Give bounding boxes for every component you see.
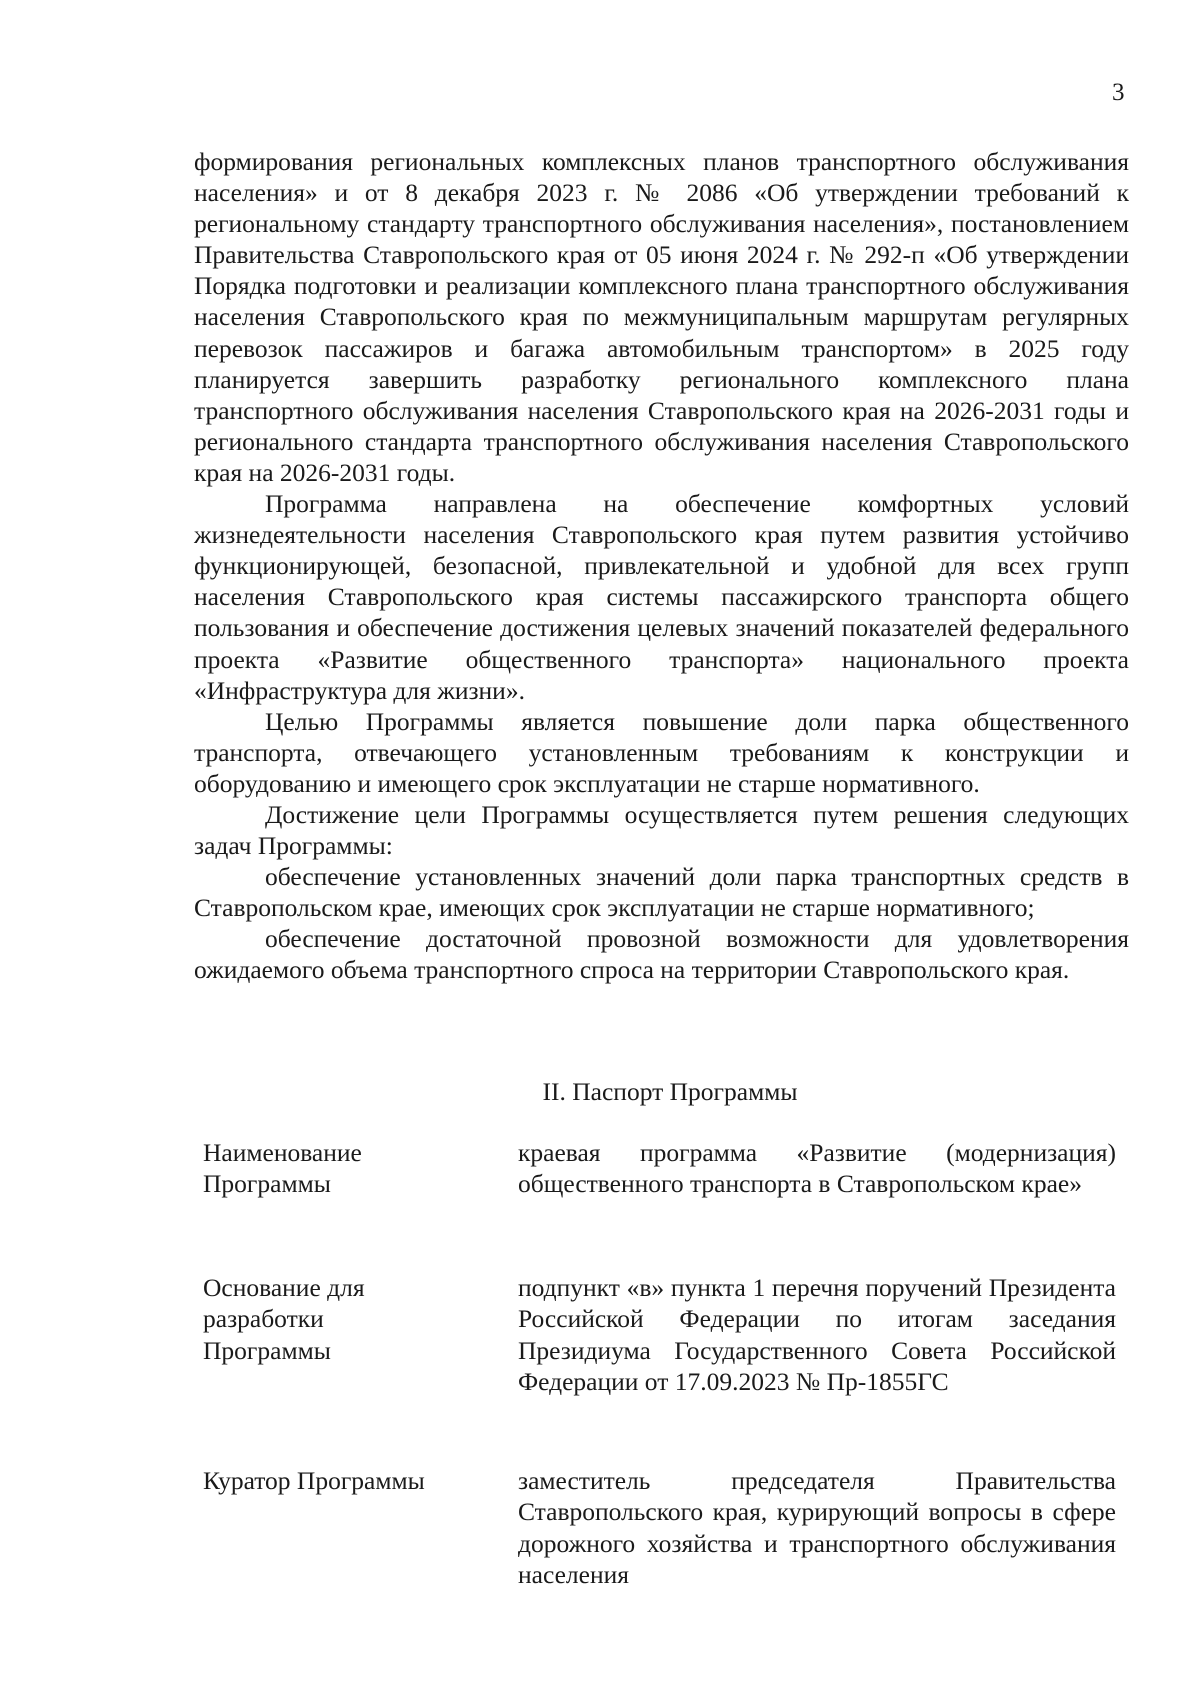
paragraph-task-2: обеспечение достаточной провозной возможности для удовлетворения ожидаемого объема транспортного спроса на территории Ставропольского края. — [194, 924, 1129, 985]
passport-label-curator: Куратор Программы — [203, 1466, 425, 1495]
paragraph-task-1: обеспечение установленных значений доли парка транспортных средств в Ставропольском крае, имеющих срок эксплуатации не старше нормативного; — [194, 862, 1129, 923]
paragraph-program-goal: Целью Программы является повышение доли парка общественного транспорта, отвечающего установленным требованиям к конструкции и оборудованию и имеющего срок эксплуатации не старше нормативного. — [194, 706, 1129, 798]
paragraph-continuation: формирования региональных комплексных планов транспортного обслуживания населения» и от 8 декабря 2023 г. № 2086 «Об утверждении требований к региональному стандарту транспортного обслуживания населения», постановлением Правительства Ставропольского края от 05 июня 2024 г. № 292-п «Об утверждении Порядка подготовки и реализации комплексного плана транспортного обслуживания населения Ставропольского края по межмуниципальным маршрутам регулярных перевозок пассажиров и багажа автомобильным транспортом» в 2025 году планируется завершить разработку регионального комплексного плана транспортного обслуживания населения Ставропольского края на 2026-2031 годы и регионального стандарта транспортного обслуживания населения Ставропольского края на 2026-2031 годы. — [194, 147, 1129, 487]
passport-label-basis: Основание для разработки Программы — [203, 1273, 365, 1365]
paragraph-program-tasks-intro: Достижение цели Программы осуществляется путем решения следующих задач Программы: — [194, 799, 1129, 861]
passport-value-curator: заместитель председателя Правительства Ставропольского края, курирующий вопросы в сфере дорожного хозяйства и транспортного обслуживания населения — [518, 1466, 1116, 1590]
passport-value-basis: подпункт «в» пункта 1 перечня поручений Президента Российской Федерации по итогам заседания Президиума Государственного Совета Российской Федерации от 17.09.2023 № Пр-1855ГС — [518, 1273, 1116, 1397]
page-number: 3 — [1112, 79, 1125, 106]
section-title: II. Паспорт Программы — [542, 1077, 798, 1106]
passport-label-name: Наименование Программы — [203, 1138, 362, 1199]
body-text — [194, 146, 1129, 986]
paragraph-program-direction: Программа направлена на обеспечение комфортных условий жизнедеятельности населения Ставропольского края путем развития устойчиво функционирующей, безопасной, привлекательной и удобной для всех групп населения Ставропольского края системы пассажирского транспорта общего пользования и обеспечение достижения целевых значений показателей федерального проекта «Развитие общественного транспорта» национального проекта «Инфраструктура для жизни». — [194, 489, 1129, 705]
passport-value-name: краевая программа «Развитие (модернизация) общественного транспорта в Ставропольском крае» — [518, 1138, 1116, 1199]
